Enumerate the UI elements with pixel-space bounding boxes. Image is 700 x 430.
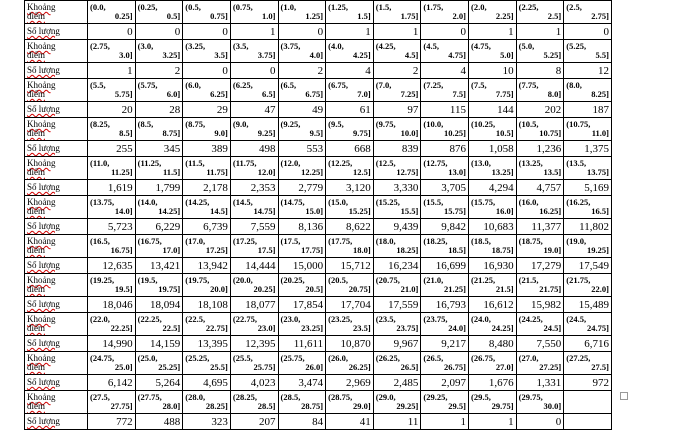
count-cell: 1 [469, 24, 517, 40]
count-cell: 7,550 [516, 336, 564, 352]
range-cell: (26.5, 26.75] [421, 352, 469, 375]
count-cell: 876 [421, 141, 469, 157]
count-cell: 1 [373, 24, 421, 40]
range-cell: (6.5, 6.75] [278, 79, 326, 102]
range-cell: (7.75, 8.0] [516, 79, 564, 102]
range-cell [564, 391, 612, 414]
range-cell: (16.25, 16.5] [564, 196, 612, 219]
range-cell: (10.75, 11.0] [564, 118, 612, 141]
range-cell: (27.0, 27.25] [516, 352, 564, 375]
count-cell: 255 [88, 141, 136, 157]
range-cell: (15.0, 15.25] [326, 196, 374, 219]
range-cell: (2.0, 2.25] [469, 1, 517, 24]
range-cell: (12.75, 13.0] [421, 157, 469, 180]
range-cell: (26.0, 26.25] [326, 352, 374, 375]
count-cell: 2 [135, 63, 183, 79]
range-cell: (7.0, 7.25] [373, 79, 421, 102]
count-cell: 498 [230, 141, 278, 157]
count-cell: 11,377 [516, 219, 564, 235]
count-cell: 11,611 [278, 336, 326, 352]
range-cell: (11.5, 11.75] [183, 157, 231, 180]
range-label: Khoảng điểm [25, 313, 88, 336]
count-cell: 7,559 [230, 219, 278, 235]
count-cell: 4,023 [230, 375, 278, 391]
count-cell: 5,723 [88, 219, 136, 235]
count-cell: 839 [373, 141, 421, 157]
count-cell: 16,930 [469, 258, 517, 274]
range-cell: (28.5, 28.75] [278, 391, 326, 414]
range-cell: (3.75, 4.0] [278, 40, 326, 63]
range-cell: (6.0, 6.25] [183, 79, 231, 102]
count-cell: 345 [135, 141, 183, 157]
score-distribution-table [24, 0, 612, 430]
count-cell: 5,169 [564, 180, 612, 196]
range-cell: (25.75, 26.0] [278, 352, 326, 375]
table-end-marker [620, 392, 628, 400]
range-label: Khoảng điểm [25, 40, 88, 63]
range-cell: (22.0, 22.25] [88, 313, 136, 336]
count-cell: 9,439 [373, 219, 421, 235]
count-cell: 9,217 [421, 336, 469, 352]
range-cell: (10.5, 10.75] [516, 118, 564, 141]
count-cell: 12,395 [230, 336, 278, 352]
count-cell: 4,695 [183, 375, 231, 391]
range-cell: (20.75, 21.0] [373, 274, 421, 297]
range-cell: (0.5, 0.75] [183, 1, 231, 24]
count-cell: 17,559 [373, 297, 421, 313]
range-cell: (7.5, 7.75] [469, 79, 517, 102]
count-row [25, 258, 612, 274]
range-cell: (22.5, 22.75] [183, 313, 231, 336]
range-cell: (16.0, 16.25] [516, 196, 564, 219]
range-cell: (21.5, 21.75] [516, 274, 564, 297]
count-label: Số lượng [25, 219, 88, 235]
range-cell: (28.0, 28.25] [183, 391, 231, 414]
count-cell: 1,799 [135, 180, 183, 196]
range-cell: (8.75, 9.0] [183, 118, 231, 141]
count-cell: 16,699 [421, 258, 469, 274]
count-cell: 6,229 [135, 219, 183, 235]
range-cell: (8.0, 8.25] [564, 79, 612, 102]
range-row [25, 391, 612, 414]
range-label: Khoảng điểm [25, 196, 88, 219]
range-cell: (24.5, 24.75] [564, 313, 612, 336]
range-cell: (14.0, 14.25] [135, 196, 183, 219]
count-cell: 18,108 [183, 297, 231, 313]
range-row [25, 157, 612, 180]
range-cell: (13.75, 14.0] [88, 196, 136, 219]
range-cell: (0.25, 0.5] [135, 1, 183, 24]
count-cell: 17,704 [326, 297, 374, 313]
count-cell: 29 [183, 102, 231, 118]
range-row [25, 274, 612, 297]
range-cell: (19.5, 19.75] [135, 274, 183, 297]
count-cell: 13,942 [183, 258, 231, 274]
range-cell: (20.5, 20.75] [326, 274, 374, 297]
count-cell: 488 [135, 414, 183, 430]
range-label: Khoảng điểm [25, 118, 88, 141]
range-cell: (23.0, 23.25] [278, 313, 326, 336]
count-cell: 1,058 [469, 141, 517, 157]
range-cell: (6.75, 7.0] [326, 79, 374, 102]
count-cell: 49 [278, 102, 326, 118]
count-cell: 0 [135, 24, 183, 40]
range-cell: (0.0, 0.25] [88, 1, 136, 24]
range-cell: (26.75, 27.0] [469, 352, 517, 375]
range-cell: (10.25, 10.5] [469, 118, 517, 141]
count-cell: 10,870 [326, 336, 374, 352]
range-cell: (4.75, 5.0] [469, 40, 517, 63]
count-cell: 2,779 [278, 180, 326, 196]
range-label: Khoảng điểm [25, 391, 88, 414]
range-cell: (12.25, 12.5] [326, 157, 374, 180]
count-cell: 41 [326, 414, 374, 430]
count-cell: 1,331 [516, 375, 564, 391]
range-cell: (29.25, 29.5] [421, 391, 469, 414]
range-cell: (8.25, 8.5] [88, 118, 136, 141]
range-row [25, 40, 612, 63]
count-cell: 18,046 [88, 297, 136, 313]
range-cell: (4.25, 4.5] [373, 40, 421, 63]
count-cell: 97 [373, 102, 421, 118]
range-cell: (14.5, 14.75] [230, 196, 278, 219]
count-cell: 5,264 [135, 375, 183, 391]
count-cell: 9,842 [421, 219, 469, 235]
count-label: Số lượng [25, 336, 88, 352]
count-cell: 28 [135, 102, 183, 118]
range-cell: (2.75, 3.0] [88, 40, 136, 63]
range-cell: (24.25, 24.5] [516, 313, 564, 336]
range-cell: (16.5, 16.75] [88, 235, 136, 258]
count-cell: 18,094 [135, 297, 183, 313]
count-cell: 13,395 [183, 336, 231, 352]
range-row [25, 1, 612, 24]
range-cell: (24.0, 24.25] [469, 313, 517, 336]
count-cell: 2 [278, 63, 326, 79]
count-cell: 668 [326, 141, 374, 157]
count-cell: 202 [516, 102, 564, 118]
count-cell: 0 [564, 24, 612, 40]
range-cell: (5.75, 6.0] [135, 79, 183, 102]
count-cell: 0 [183, 24, 231, 40]
count-cell: 1 [88, 63, 136, 79]
count-cell: 8,480 [469, 336, 517, 352]
range-cell: (3.0, 3.25] [135, 40, 183, 63]
range-cell: (15.25, 15.5] [373, 196, 421, 219]
range-label: Khoảng điểm [25, 79, 88, 102]
count-cell: 15,489 [564, 297, 612, 313]
count-row [25, 375, 612, 391]
range-label: Khoảng điểm [25, 157, 88, 180]
range-cell: (4.5, 4.75] [421, 40, 469, 63]
range-cell: (13.0, 13.25] [469, 157, 517, 180]
range-cell: (13.25, 13.5] [516, 157, 564, 180]
range-cell: (0.75, 1.0] [230, 1, 278, 24]
count-label: Số lượng [25, 102, 88, 118]
count-cell: 9,967 [373, 336, 421, 352]
count-cell: 17,549 [564, 258, 612, 274]
count-cell: 16,612 [469, 297, 517, 313]
count-cell: 16,793 [421, 297, 469, 313]
range-cell: (18.75, 19.0] [516, 235, 564, 258]
count-row [25, 336, 612, 352]
range-cell: (21.25, 21.5] [469, 274, 517, 297]
range-cell: (14.25, 14.5] [183, 196, 231, 219]
range-cell: (6.25, 6.5] [230, 79, 278, 102]
count-cell: 4,294 [469, 180, 517, 196]
count-cell: 15,712 [326, 258, 374, 274]
range-cell: (11.75, 12.0] [230, 157, 278, 180]
count-cell: 323 [183, 414, 231, 430]
count-cell: 12 [564, 63, 612, 79]
range-cell: (23.75, 24.0] [421, 313, 469, 336]
count-cell: 2 [373, 63, 421, 79]
range-row [25, 196, 612, 219]
range-cell: (1.5, 1.75] [373, 1, 421, 24]
count-cell: 0 [183, 63, 231, 79]
range-label: Khoảng điểm [25, 235, 88, 258]
count-cell: 0 [278, 24, 326, 40]
count-cell: 1 [326, 24, 374, 40]
count-cell: 0 [88, 24, 136, 40]
count-cell: 13,421 [135, 258, 183, 274]
count-cell: 2,485 [373, 375, 421, 391]
range-cell: (2.25, 2.5] [516, 1, 564, 24]
range-cell: (22.25, 22.5] [135, 313, 183, 336]
count-label: Số lượng [25, 180, 88, 196]
count-cell: 20 [88, 102, 136, 118]
range-cell: (2.5, 2.75] [564, 1, 612, 24]
range-cell: (18.0, 18.25] [373, 235, 421, 258]
count-cell: 0 [516, 414, 564, 430]
count-label: Số lượng [25, 141, 88, 157]
range-cell: (3.25, 3.5] [183, 40, 231, 63]
count-cell: 187 [564, 102, 612, 118]
count-row [25, 219, 612, 235]
count-cell: 3,474 [278, 375, 326, 391]
count-cell: 14,159 [135, 336, 183, 352]
count-cell: 8,622 [326, 219, 374, 235]
count-label: Số lượng [25, 24, 88, 40]
range-cell: (5.25, 5.5] [564, 40, 612, 63]
count-cell: 1,236 [516, 141, 564, 157]
count-cell: 11 [373, 414, 421, 430]
count-cell: 1 [421, 414, 469, 430]
count-cell: 972 [564, 375, 612, 391]
range-cell: (27.75, 28.0] [135, 391, 183, 414]
count-cell: 207 [230, 414, 278, 430]
range-cell: (3.5, 3.75] [230, 40, 278, 63]
range-cell: (17.5, 17.75] [278, 235, 326, 258]
range-cell: (16.75, 17.0] [135, 235, 183, 258]
count-cell: 1 [230, 24, 278, 40]
count-cell: 14,990 [88, 336, 136, 352]
count-cell: 389 [183, 141, 231, 157]
range-cell: (21.0, 21.25] [421, 274, 469, 297]
count-cell: 15,000 [278, 258, 326, 274]
count-cell: 3,120 [326, 180, 374, 196]
range-row [25, 313, 612, 336]
count-cell: 4 [421, 63, 469, 79]
range-row [25, 118, 612, 141]
range-cell: (9.0, 9.25] [230, 118, 278, 141]
count-row [25, 102, 612, 118]
count-cell: 2,097 [421, 375, 469, 391]
range-cell: (4.0, 4.25] [326, 40, 374, 63]
count-row [25, 414, 612, 430]
count-cell: 553 [278, 141, 326, 157]
range-cell: (11.25, 11.5] [135, 157, 183, 180]
count-row [25, 180, 612, 196]
count-cell: 17,279 [516, 258, 564, 274]
count-cell: 1,619 [88, 180, 136, 196]
count-label: Số lượng [25, 297, 88, 313]
count-cell: 47 [230, 102, 278, 118]
count-cell: 1 [516, 24, 564, 40]
range-cell: (9.5, 9.75] [326, 118, 374, 141]
range-cell: (29.0, 29.25] [373, 391, 421, 414]
range-row [25, 235, 612, 258]
count-cell: 0 [230, 63, 278, 79]
count-cell: 15,982 [516, 297, 564, 313]
range-cell: (9.75, 10.0] [373, 118, 421, 141]
range-cell: (23.5, 23.75] [373, 313, 421, 336]
range-cell: (5.0, 5.25] [516, 40, 564, 63]
range-cell: (14.75, 15.0] [278, 196, 326, 219]
count-cell: 18,077 [230, 297, 278, 313]
count-cell: 2,969 [326, 375, 374, 391]
range-cell: (11.0, 11.25] [88, 157, 136, 180]
range-cell: (1.75, 2.0] [421, 1, 469, 24]
count-cell: 3,330 [373, 180, 421, 196]
count-cell: 1,375 [564, 141, 612, 157]
range-cell: (28.25, 28.5] [230, 391, 278, 414]
range-cell: (29.75, 30.0] [516, 391, 564, 414]
count-cell: 8,136 [278, 219, 326, 235]
range-label: Khoảng điểm [25, 1, 88, 24]
count-label: Số lượng [25, 414, 88, 430]
count-cell: 1,676 [469, 375, 517, 391]
count-cell: 1 [469, 414, 517, 430]
range-cell: (25.25, 25.5] [183, 352, 231, 375]
count-row [25, 63, 612, 79]
count-cell: 6,716 [564, 336, 612, 352]
count-cell: 8 [516, 63, 564, 79]
count-cell: 115 [421, 102, 469, 118]
range-cell: (12.0, 12.25] [278, 157, 326, 180]
range-label: Khoảng điểm [25, 352, 88, 375]
range-cell: (1.0, 1.25] [278, 1, 326, 24]
count-label: Số lượng [25, 375, 88, 391]
count-row [25, 24, 612, 40]
range-label: Khoảng điểm [25, 274, 88, 297]
count-cell: 2,178 [183, 180, 231, 196]
range-cell: (25.0, 25.25] [135, 352, 183, 375]
count-cell: 2,353 [230, 180, 278, 196]
range-cell: (27.5, 27.75] [88, 391, 136, 414]
range-cell: (20.25, 20.5] [278, 274, 326, 297]
range-cell: (12.5, 12.75] [373, 157, 421, 180]
count-cell: 84 [278, 414, 326, 430]
range-cell: (27.25, 27.5] [564, 352, 612, 375]
count-cell: 14,444 [230, 258, 278, 274]
range-cell: (1.25, 1.5] [326, 1, 374, 24]
count-cell: 6,142 [88, 375, 136, 391]
count-cell: 4 [326, 63, 374, 79]
count-cell: 12,635 [88, 258, 136, 274]
range-row [25, 352, 612, 375]
count-cell: 17,854 [278, 297, 326, 313]
count-cell: 772 [88, 414, 136, 430]
range-cell: (9.25, 9.5] [278, 118, 326, 141]
count-row [25, 297, 612, 313]
range-cell: (15.75, 16.0] [469, 196, 517, 219]
range-cell: (21.75, 22.0] [564, 274, 612, 297]
range-cell: (13.5, 13.75] [564, 157, 612, 180]
count-cell: 0 [421, 24, 469, 40]
count-cell: 11,802 [564, 219, 612, 235]
range-cell: (29.5, 29.75] [469, 391, 517, 414]
range-cell: (17.0, 17.25] [183, 235, 231, 258]
count-cell [564, 414, 612, 430]
count-cell: 4,757 [516, 180, 564, 196]
range-cell: (7.25, 7.5] [421, 79, 469, 102]
range-cell: (19.75, 20.0] [183, 274, 231, 297]
count-label: Số lượng [25, 63, 88, 79]
range-cell: (24.75, 25.0] [88, 352, 136, 375]
count-cell: 10 [469, 63, 517, 79]
count-cell: 144 [469, 102, 517, 118]
count-cell: 3,705 [421, 180, 469, 196]
range-cell: (20.0, 20.25] [230, 274, 278, 297]
range-cell: (10.0, 10.25] [421, 118, 469, 141]
range-cell: (25.5, 25.75] [230, 352, 278, 375]
count-cell: 61 [326, 102, 374, 118]
range-cell: (19.25, 19.5] [88, 274, 136, 297]
count-row [25, 141, 612, 157]
count-cell: 6,739 [183, 219, 231, 235]
range-cell: (17.75, 18.0] [326, 235, 374, 258]
range-cell: (19.0, 19.25] [564, 235, 612, 258]
range-row [25, 79, 612, 102]
range-cell: (15.5, 15.75] [421, 196, 469, 219]
range-cell: (18.25, 18.5] [421, 235, 469, 258]
range-cell: (5.5, 5.75] [88, 79, 136, 102]
range-cell: (28.75, 29.0] [326, 391, 374, 414]
range-cell: (18.5, 18.75] [469, 235, 517, 258]
range-cell: (23.25, 23.5] [326, 313, 374, 336]
count-label: Số lượng [25, 258, 88, 274]
range-cell: (8.5, 8.75] [135, 118, 183, 141]
range-cell: (22.75, 23.0] [230, 313, 278, 336]
range-cell: (26.25, 26.5] [373, 352, 421, 375]
range-cell: (17.25, 17.5] [230, 235, 278, 258]
count-cell: 10,683 [469, 219, 517, 235]
count-cell: 16,234 [373, 258, 421, 274]
